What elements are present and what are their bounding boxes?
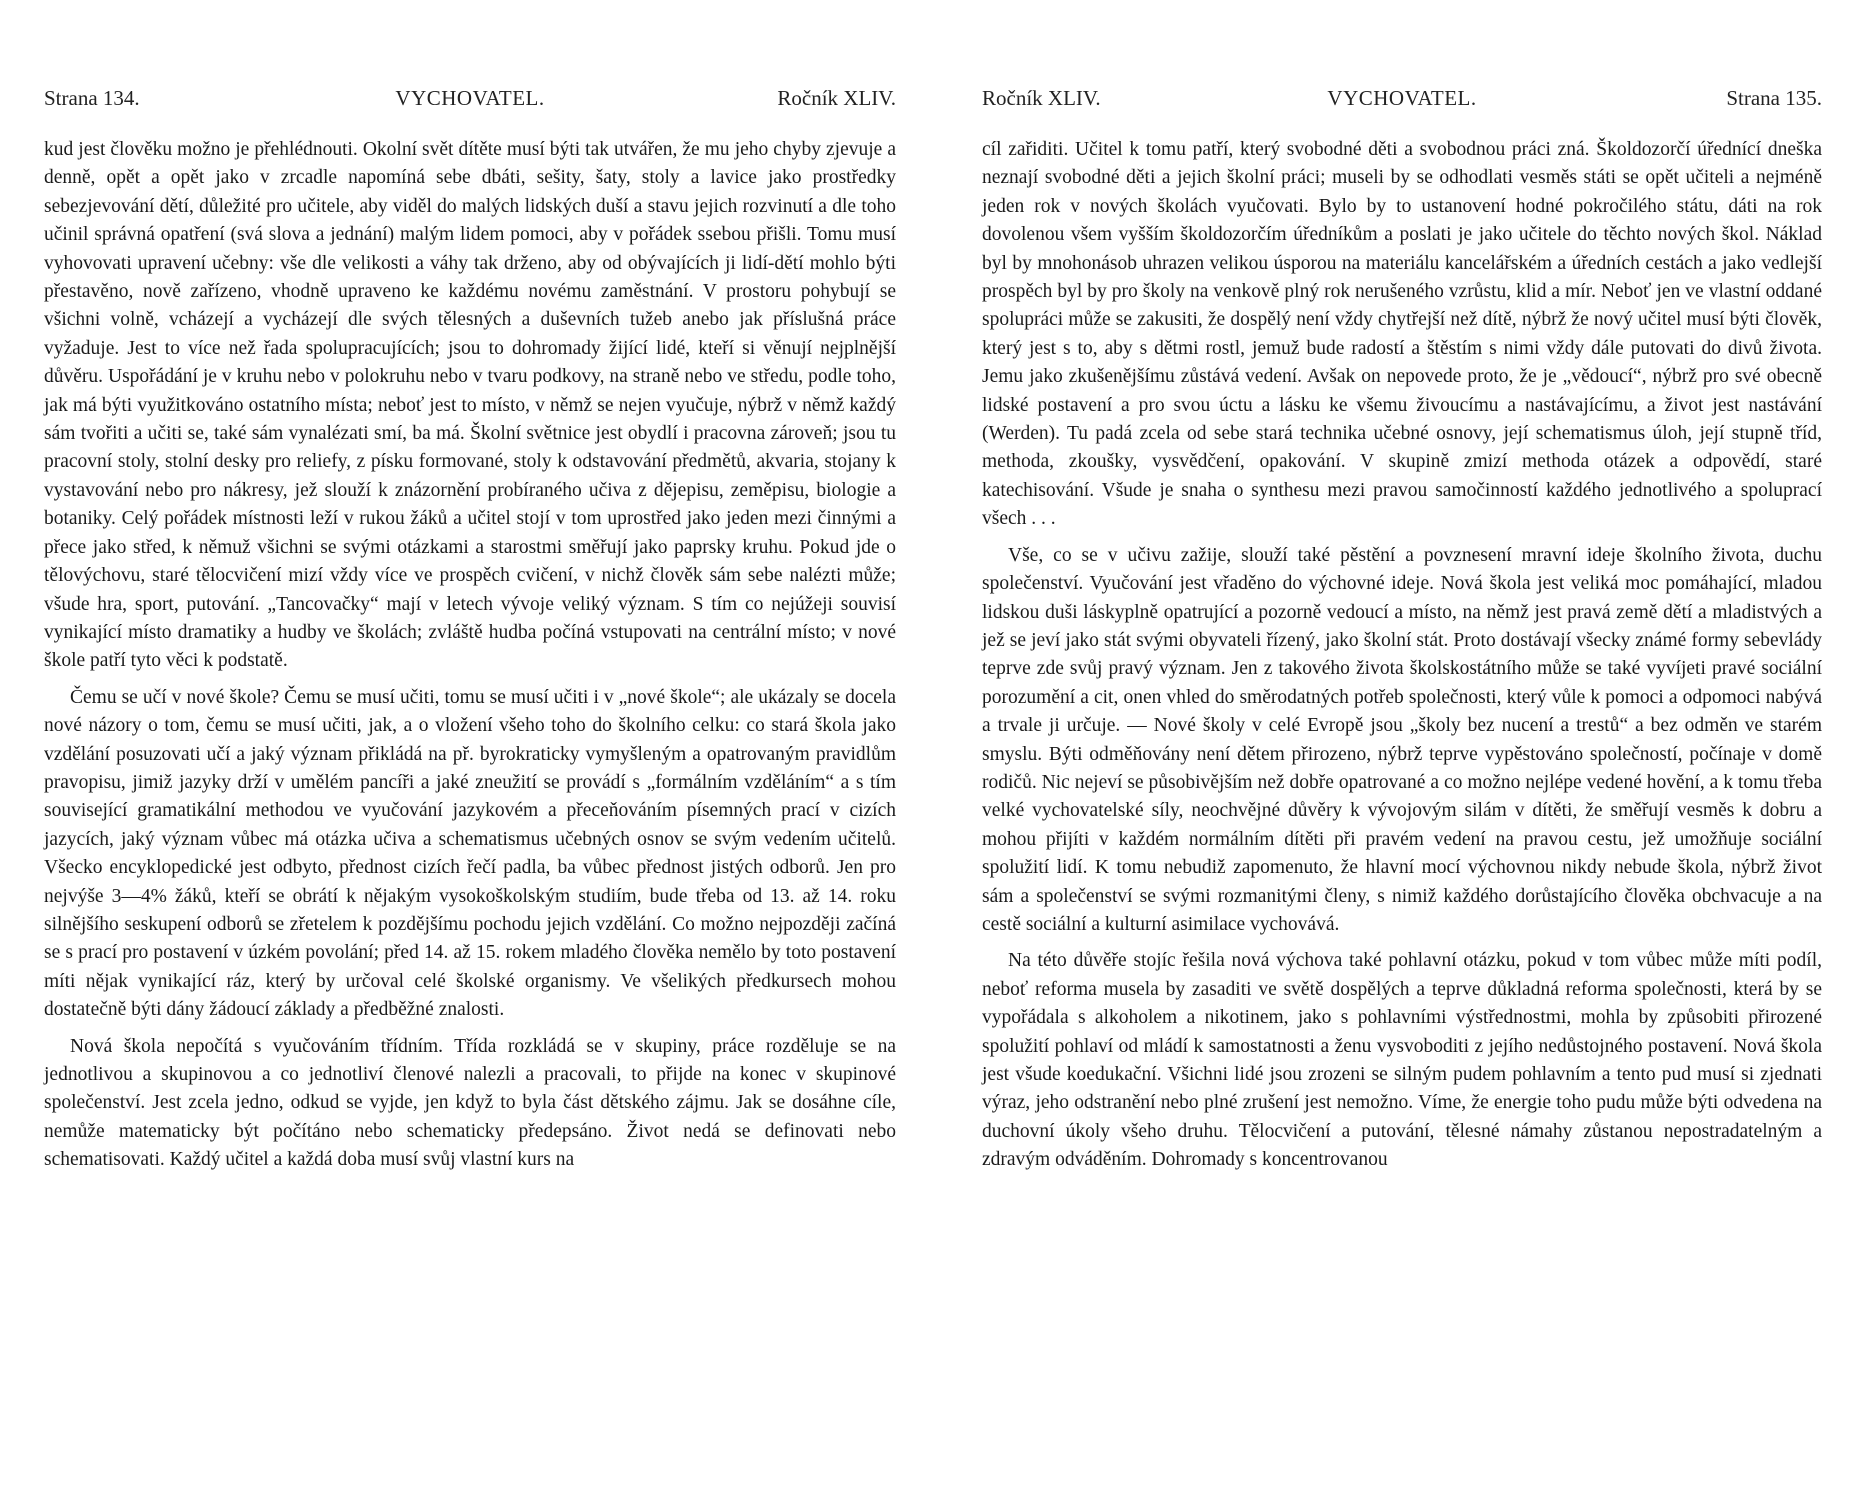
left-page-header: [44, 86, 896, 116]
right-paragraph-1: cíl zařiditi. Učitel k tomu patří, který svobodné děti a svobodnou práci zná. Školdozorčí úřednící dneška neznají svobodné děti a jejich školní práci; museli by se odhodlati vesměs státi se opět učiteli a nejméně jeden rok v nových školách vyučovati. Bylo by to ustanovení hodné pokročilého státu, dáti na rok dovolenou všem vyšším školdozorčím úředníkům a poslati je jako učitele do těchto nových škol. Náklad byl by mnohonásob uhrazen velikou úsporou na materiálu kancelářském a úředních cestách a jako vedlejší prospěch byl by pro školy na venkově plný rok nerušeného vzrůstu, klid a mír. Neboť jen ve vlastní oddané spolupráci může se zakusiti, že dospělý není vždy chytřejší než dítě, nýbrž že nový učitel musí býti člověk, který jest s to, aby s dětmi rostl, jemuž bude radostí a štěstím s nimi vždy dále putovati do divů života. Jemu jako zkušenějšímu zůstává vedení. Avšak on nepovede proto, že je „vědoucí“, nýbrž pro své obecně lidské postavení a pro svou úctu a lásku ke všemu živoucímu a nastávajícímu, a život jest nastávání (Werden). Tu padá zcela od sebe stará technika učebné osnovy, její schematismus úloh, její stupně tříd, methoda, zkoušky, vysvědčení, opakování. V skupině zmizí methoda otázek a odpovědí, staré katechisování. Všude je snaha o synthesu mezi pravou samočinností každého jednotlivého a spoluprací všech . . .: [982, 139, 1822, 530]
right-page-header: [982, 86, 1822, 116]
left-page-body: [44, 136, 896, 1175]
right-page: [982, 0, 1822, 1500]
left-volume-label: Ročník XLIV.: [777, 86, 896, 110]
right-volume-label: Ročník XLIV.: [982, 86, 1101, 110]
left-paragraph-1: kud jest člověku možno je přehlédnouti. Okolní svět dítěte musí býti tak utvářen, že mu jeho chyby zjevuje a denně, opět a opět jako v zrcadle napomíná sebe dbáti, sešity, šaty, stoly a lavice jako prostředky sebezjevování dětí, důležité pro učitele, aby viděl do malých lidských duší a stavu jejich rozvinutí a dle toho učinil správná opatření (svá slova a jednání) malým lidem pomoci, aby v pořádek ssebou přišli. Tomu musí vyhovovati upravení učebny: vše dle velikosti a váhy tak drženo, aby od obývajících ji lidí-dětí mohlo býti přestavěno, nově zařízeno, vhodně upraveno ke každému novému zaměstnání. V prostoru pohybují se všichni volně, vcházejí a vycházejí dle svých tělesných a duševních tužeb anebo jak příslušná práce vyžaduje. Jest to více než řada spolupracujících; jsou to dohromady žijící lidé, kteří si věnují nejplnější důvěru. Uspořádání je v kruhu nebo v polokruhu nebo v tvaru podkovy, na straně nebo ve středu, podle toho, jak má býti využitkováno ostatního místa; neboť jest to místo, v němž se nejen vyučuje, nýbrž v němž každý sám tvořiti a učiti se, také sám vynalézati smí, ba má. Školní světnice jest obydlí i pracovna zároveň; jsou tu pracovní stoly, stolní desky pro reliefy, z písku formované, stoly k odstavování předmětů, akvaria, stojany k vystavování nebo pro nákresy, jež slouží k znázornění probíraného učiva z dějepisu, zeměpisu, biologie a botaniky. Celý pořádek místnosti leží v rukou žáků a učitel stojí v tom uprostřed jako jeden mezi činnými a přece jako střed, k němuž všichni se svými otázkami a starostmi směřují jako paprsky kruhu. Pokud jde o tělovýchovu, staré tělocvičení mizí vždy více ve prospěch cvičení, v nichž člověk sám sebe nalézti může; všude hra, sport, putování. „Tancovačky“ mají v letech vývoje veliký význam. S tím co nejúžeji souvisí vynikající místo dramatiky a hudby ve školách; zvláště hudba počíná vstupovati na centrální místo; v nové škole patří tyto věci k podstatě.: [44, 139, 896, 672]
right-paragraph-3: Na této důvěře stojíc řešila nová výchova také pohlavní otázku, pokud v tom vůbec může míti podíl, neboť reforma musela by zasaditi ve světě dospělých a teprve důkladná reforma společnosti, která by se vypořádala s alkoholem a nikotinem, jako s pohlavními výstřednostmi, mohla by způsobiti přirozené spolužití pohlaví od mládí k samostatnosti a ženu vysvoboditi z jejího nedůstojného postavení. Nová škola jest všude koedukační. Všichni lidé jsou zrozeni se silným pudem pohlavním a tento pud musí si zjednati výraz, jeho odstranění nebo plné zrušení jest nemožno. Víme, že energie toho pudu může býti odvedena na duchovní úkoly všeho druhu. Tělocvičení a putování, tělesné námahy zůstanou nepostradatelným a zdravým odváděním. Dohromady s koncentrovanou: [982, 950, 1822, 1171]
right-page-number: Strana 135.: [1726, 86, 1822, 110]
left-paragraph-3: Nová škola nepočítá s vyučováním třídním. Třída rozkládá se v skupiny, práce rozděluje se na jednotlivou a skupinovou a co jednotliví členové nalezli a pracovali, to přijde na konec v skupinové společenství. Jest zcela jedno, odkud se vyjde, jen když to byla část dětského zájmu. Jak se dosáhne cíle, nemůže matematicky být počítáno nebo schematicky předepsáno. Život nedá se definovati nebo schematisovati. Každý učitel a každá doba musí svůj vlastní kurs na: [44, 1035, 896, 1171]
left-page: [44, 0, 896, 1500]
left-paragraph-2: Čemu se učí v nové škole? Čemu se musí učiti, tomu se musí učiti i v „nové škole“; ale ukázaly se docela nové názory o tom, čemu se musí učiti, jak, a o vložení všeho toho do školního celku: co stará škola jako vzdělání posuzovati učí a jaký význam přikládá na př. byrokraticky vymyšleným a opatrovaným pravidlům pravopisu, jimiž jazyky drží v umělém pancíři a jaké zneužití se provádí s „formálním vzděláním“ a s tím související gramatikální methodou ve vyučování jazykovém a přeceňováním písemných prací v cizích jazycích, jaký význam vůbec má otázka učiva a schematismus učebných osnov se svým vedením učitelů. Všecko encyklopedické jest odbyto, přednost cizích řečí padla, ba vůbec přednost jistých odborů. Jen pro nejvýše 3—4% žáků, kteří se obrátí k nějakým vysokoškolským studiím, bude třeba od 13. až 14. roku silnějšího seskupení odborů se zřetelem k pozdějšímu pochodu jejich vzdělání. Co možno nejpozději začíná se s prací pro postavení v úzkém povolání; před 14. až 15. rokem mladého člověka nemělo by toto postavení míti nějak vynikající ráz, který by určoval celé školské organismy. Ve všelikých předkursech mohou dostatečně býti dány žádoucí základy a předběžné znalosti.: [44, 686, 896, 1021]
right-page-body: [982, 136, 1822, 1175]
left-journal-title: VYCHOVATEL.: [395, 86, 545, 110]
right-paragraph-2: Vše, co se v učivu zažije, slouží také pěstění a povznesení mravní ideje školního života, duchu společenství. Vyučování jest vřaděno do výchovné ideje. Nová škola jest veliká moc pomáhající, mladou lidskou duši láskyplně opatrující a pozorně vedoucí a místo, na němž jest pravá země dětí a mladistvých a jež se jeví jako stát svými obyvateli řízený, jako školní stát. Proto dostávají všecky známé formy sebevlády teprve zde svůj pravý význam. Jen z takového života školskostátního může se také vyvíjeti pravé sociální porozumění a cit, onen vhled do směrodatných potřeb společnosti, který vůle k pomoci a odpomoci nabývá a trvale ji určuje. — Nové školy v celé Evropě jsou „školy bez nucení a trestů“ a bez odměn ve starém smyslu. Býti odměňovány není dětem přirozeno, nýbrž teprve vypěstováno společností, počínaje v domě rodičů. Nic nejeví se působivějším než dobře opatrované a co možno nejlépe vedené hovění, a k tomu třeba velké vychovatelské síly, neochvějné důvěry k vývojovým silám v dítěti, že směřují vesměs k dobru a mohou přijíti v každém normálním dítěti při pravém vedení na pravou cestu, jež umožňuje sociální spolužití lidí. K tomu nebudiž zapomenuto, že hlavní mocí výchovnou nikdy nebude škola, nýbrž život sám a společenství se svými rozmanitými členy, s nimiž každého dorůstajícího člověka obchvacuje a na cestě sociální a kulturní asimilace vychovává.: [982, 544, 1822, 935]
left-page-number: Strana 134.: [44, 86, 140, 110]
right-journal-title: VYCHOVATEL.: [1327, 86, 1477, 110]
